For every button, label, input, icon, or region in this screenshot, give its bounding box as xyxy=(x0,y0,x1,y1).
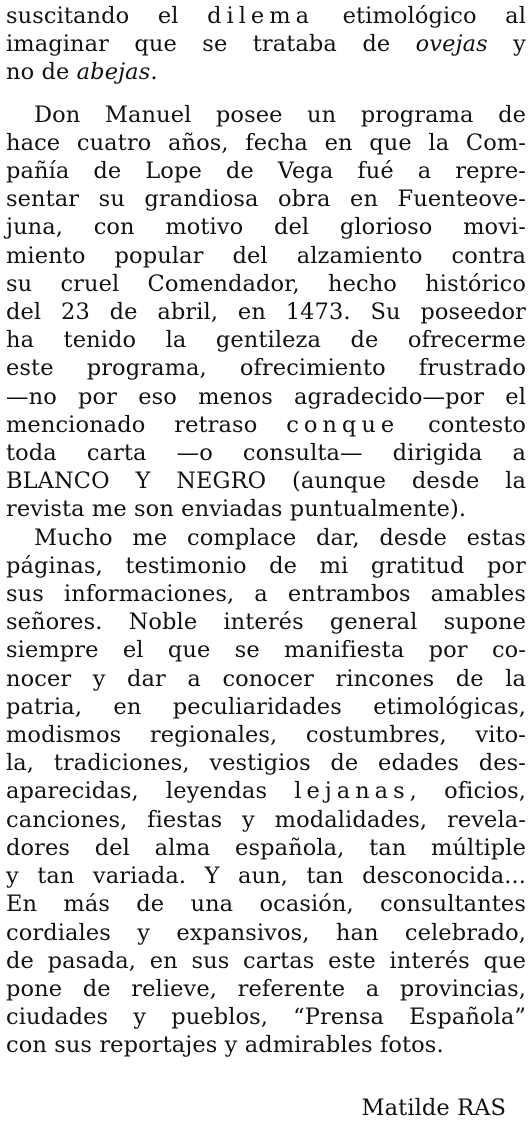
text-line xyxy=(6,467,526,495)
text-run: En más de una ocasión, consultantes xyxy=(6,891,526,918)
paragraph-2 xyxy=(6,101,526,524)
text-line xyxy=(6,580,526,608)
text-run: Don Manuel posee un programa de xyxy=(34,101,526,128)
text-run: siempre el que se manifiesta por co- xyxy=(6,637,526,664)
text-run: —no por eso menos agradecido—por el xyxy=(6,383,526,410)
text-line xyxy=(6,270,526,298)
text-line xyxy=(6,439,526,467)
text-line xyxy=(6,947,526,975)
text-line xyxy=(6,665,526,693)
text-line xyxy=(6,890,526,918)
text-line xyxy=(6,242,526,270)
paragraph-1 xyxy=(6,2,526,87)
text-run: sus informaciones, a entrambos amables xyxy=(6,581,526,608)
text-line xyxy=(6,693,526,721)
text-run: canciones, fiestas y modalidades, revela- xyxy=(6,806,526,833)
text-line xyxy=(6,608,526,636)
text-line xyxy=(6,101,526,129)
text-line xyxy=(6,834,526,862)
text-line xyxy=(6,749,526,777)
text-line xyxy=(6,129,526,157)
text-run: páginas, testimonio de mi gratitud por xyxy=(6,552,526,579)
text-run: señores. Noble interés general supone xyxy=(6,609,526,636)
text-run: miento popular del alzamiento contra xyxy=(6,242,526,269)
text-run: cordiales y expansivos, han celebrado, xyxy=(6,919,526,946)
text-line xyxy=(6,1031,526,1059)
text-run: mencionado retraso xyxy=(6,411,287,438)
text-run: sentar su grandiosa obra en Fuenteove- xyxy=(6,186,526,213)
paragraph-3 xyxy=(6,524,526,1060)
text-run: aparecidas, leyendas xyxy=(6,778,295,805)
text-line xyxy=(6,213,526,241)
text-line xyxy=(6,806,526,834)
text-run: abejas. xyxy=(76,59,158,86)
text-run: toda carta —o consulta— dirigida a xyxy=(6,440,526,467)
text-run: patria, en peculiaridades etimológicas, xyxy=(6,693,526,720)
text-line xyxy=(6,58,526,86)
text-run: y xyxy=(487,31,526,58)
text-line xyxy=(6,862,526,890)
text-run: ha tenido la gentileza de ofrecerme xyxy=(6,327,526,354)
text-run: su cruel Comendador, hecho histórico xyxy=(6,270,526,297)
text-run: lejanas xyxy=(294,778,410,805)
text-run: suscitando el xyxy=(6,3,208,29)
text-run: etimológico al xyxy=(314,3,526,29)
text-run: juna, con motivo del glorioso movi- xyxy=(6,214,526,241)
text-run: este programa, ofrecimiento frustrado xyxy=(6,355,526,382)
text-run: Mucho me complace dar, desde estas xyxy=(34,524,526,551)
text-line xyxy=(6,636,526,664)
text-line xyxy=(6,1003,526,1031)
text-run: conque xyxy=(286,411,400,438)
text-run: ovejas xyxy=(415,31,488,58)
text-run: pañía de Lope de Vega fué a repre- xyxy=(6,158,526,185)
text-run: imaginar que se trataba de xyxy=(6,31,416,58)
text-line xyxy=(6,777,526,805)
text-run: nocer y dar a conocer rincones de la xyxy=(6,665,526,692)
text-run: ciudades y pueblos, “Prensa Española” xyxy=(6,1004,526,1031)
text-line xyxy=(6,524,526,552)
text-run: modismos regionales, costumbres, vito- xyxy=(6,722,526,749)
text-line xyxy=(6,157,526,185)
text-run: revista me son enviadas puntualmente). xyxy=(6,496,467,523)
author-signature: Matilde RAS xyxy=(361,1095,506,1121)
text-line xyxy=(6,552,526,580)
text-run: no de xyxy=(6,59,77,86)
text-run: dores del alma española, tan múltiple xyxy=(6,834,526,861)
text-run: hace cuatro años, fecha en que la Com- xyxy=(6,129,526,156)
text-run: BLANCO Y NEGRO (aunque desde la xyxy=(6,468,526,495)
text-line xyxy=(6,411,526,439)
text-line xyxy=(6,975,526,1003)
text-line xyxy=(6,30,526,58)
text-run: , oficios, xyxy=(409,778,526,805)
text-run: y tan variada. Y aun, tan desconocida... xyxy=(6,863,526,890)
text-line xyxy=(6,298,526,326)
text-run: del 23 de abril, en 1473. Su poseedor xyxy=(6,299,526,326)
text-run: pone de relieve, referente a provincias, xyxy=(6,975,526,1002)
text-run: de pasada, en sus cartas este interés que xyxy=(6,947,526,974)
text-run: contesto xyxy=(399,411,526,438)
text-run: dilema xyxy=(207,3,315,29)
text-line xyxy=(6,2,526,30)
text-line xyxy=(6,185,526,213)
text-run: con sus reportajes y admirables fotos. xyxy=(6,1032,444,1059)
text-line xyxy=(6,495,526,523)
text-line xyxy=(6,354,526,382)
text-line xyxy=(6,326,526,354)
text-line xyxy=(6,721,526,749)
text-run: la, tradiciones, vestigios de edades des- xyxy=(6,750,526,777)
text-line xyxy=(6,383,526,411)
text-line xyxy=(6,919,526,947)
paragraph-gap xyxy=(6,87,526,101)
